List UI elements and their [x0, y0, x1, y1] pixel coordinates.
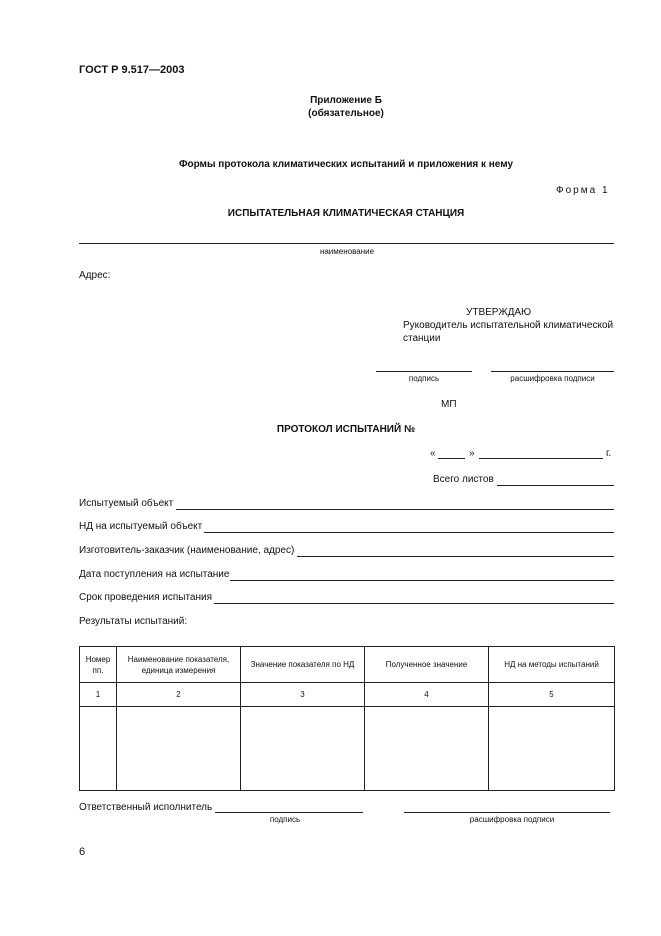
table-number-cell: 2 — [117, 683, 241, 707]
table-number-row — [80, 683, 615, 707]
field-line — [230, 580, 614, 581]
responsible-decode-line — [404, 812, 610, 813]
table-cell — [117, 707, 241, 791]
field-label: НД на испытуемый объект — [79, 521, 203, 532]
table-number-cell: 1 — [80, 683, 117, 707]
address-label: Адрес: — [79, 270, 111, 281]
approver-role-line1: Руководитель испытательной климатической — [403, 320, 614, 331]
approval-decode-caption: расшифровка подписи — [510, 374, 595, 383]
table-cell — [489, 707, 615, 791]
date-day-line — [438, 458, 465, 459]
field-label: Испытуемый объект — [79, 498, 174, 509]
table-header-cell: НД на методы испытаний — [489, 647, 615, 683]
standard-code: ГОСТ Р 9.517—2003 — [79, 64, 185, 76]
table-cell — [365, 707, 489, 791]
field-label: Срок проведения испытания — [79, 592, 213, 603]
responsible-decode-caption: расшифровка подписи — [469, 815, 555, 824]
results-table — [79, 646, 615, 791]
name-caption: наименование — [319, 247, 375, 256]
table-header-cell: Значение показателя по НД — [241, 647, 365, 683]
station-title: ИСПЫТАТЕЛЬНАЯ КЛИМАТИЧЕСКАЯ СТАНЦИЯ — [227, 208, 465, 219]
appendix-subtitle: (обязательное) — [308, 108, 384, 119]
field-line — [204, 532, 614, 533]
name-line — [79, 243, 614, 244]
table-number-cell: 3 — [241, 683, 365, 707]
stamp-mark: МП — [441, 399, 457, 410]
table-number-cell: 5 — [489, 683, 615, 707]
form-label: Форма 1 — [556, 185, 610, 196]
field-label: Изготовитель-заказчик (наименование, адрес) — [79, 545, 295, 556]
field-line — [176, 509, 614, 510]
field-line — [297, 556, 614, 557]
table-header-cell: Полученное значение — [365, 647, 489, 683]
table-header-row — [80, 647, 615, 683]
total-sheets-line — [497, 485, 614, 486]
field-line — [214, 603, 614, 604]
approval-signature-line — [376, 371, 472, 372]
date-close-quote: » — [469, 448, 475, 459]
approver-role-line2: станции — [403, 333, 441, 344]
table-row — [80, 707, 615, 791]
table-number-cell: 4 — [365, 683, 489, 707]
section-title: Формы протокола климатических испытаний и приложения к нему — [178, 159, 514, 170]
table-cell — [80, 707, 117, 791]
appendix-title: Приложение Б — [310, 95, 382, 106]
table-cell — [241, 707, 365, 791]
table-header-cell: Номер пп. — [80, 647, 117, 683]
responsible-signature-line — [215, 812, 363, 813]
year-suffix: г. — [606, 448, 612, 459]
approve-title: УТВЕРЖДАЮ — [466, 307, 532, 318]
approval-signature-caption: подпись — [408, 374, 440, 383]
table-header-cell: Наименование показателя, единица измерения — [117, 647, 241, 683]
field-label: Дата поступления на испытание — [79, 569, 230, 580]
responsible-signature-caption: подпись — [269, 815, 301, 824]
protocol-title: ПРОТОКОЛ ИСПЫТАНИЙ № — [276, 424, 416, 435]
date-open-quote: « — [430, 448, 436, 459]
date-month-line — [479, 458, 603, 459]
total-sheets-label: Всего листов — [433, 474, 494, 485]
page-number: 6 — [79, 846, 86, 858]
responsible-label: Ответственный исполнитель — [79, 802, 213, 813]
approval-decode-line — [491, 371, 614, 372]
results-label: Результаты испытаний: — [79, 616, 188, 627]
